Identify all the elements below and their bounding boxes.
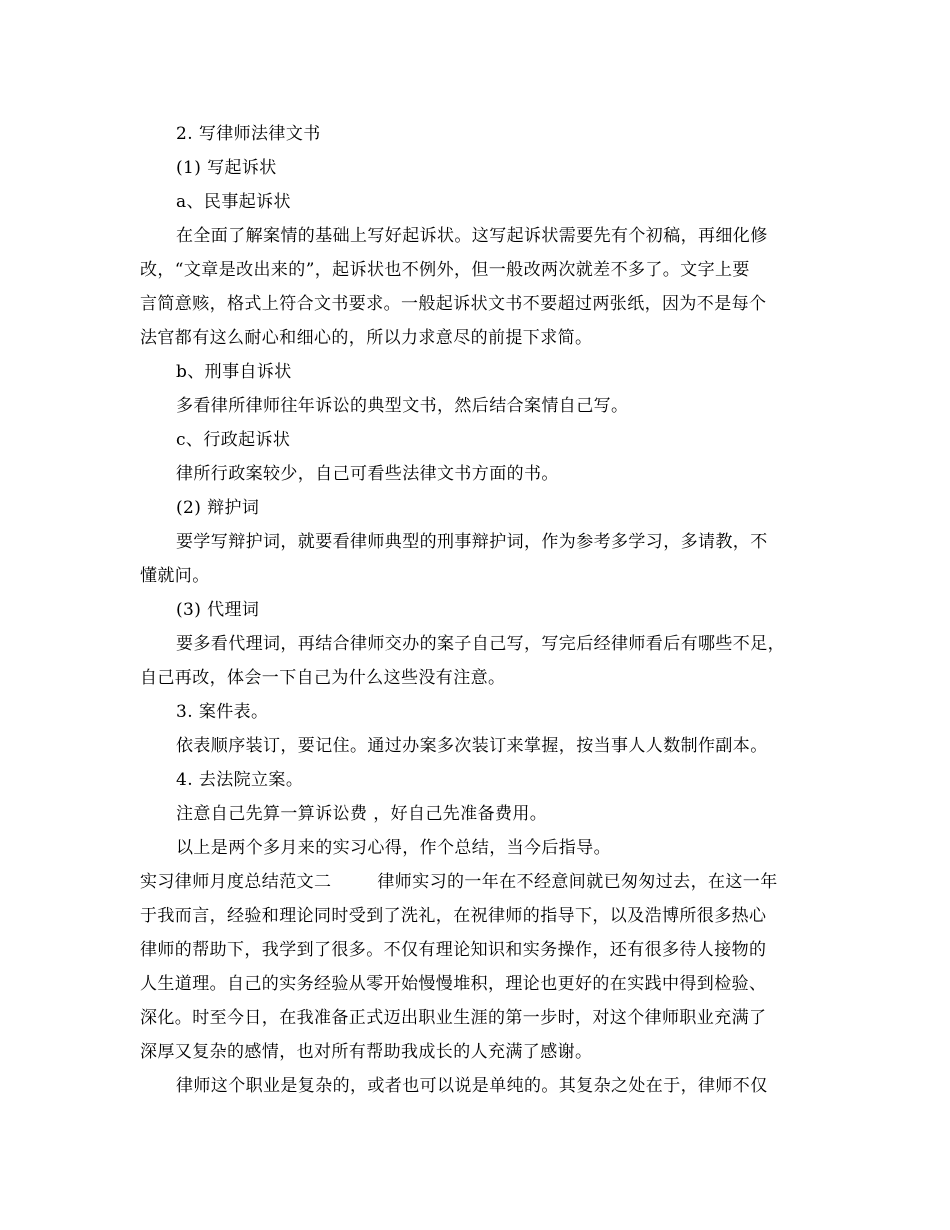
- text-line: 依表顺序装订，要记住。通过办案多次装订来掌握，按当事人人数制作副本。: [176, 736, 768, 756]
- text-line: 法官都有这么耐心和细心的，所以力求意尽的前提下求简。: [140, 328, 593, 348]
- text-line: 改，“文章是改出来的”，起诉状也不例外，但一般改两次就差不多了。文字上要: [140, 260, 750, 280]
- text-line: 3. 案件表。: [176, 702, 269, 722]
- section-title: 实习律师月度总结范文二: [140, 872, 332, 892]
- text-line: 要学写辩护词，就要看律师典型的刑事辩护词，作为参考多学习，多请教，不: [176, 532, 768, 552]
- text-line: 4. 去法院立案。: [176, 770, 304, 790]
- text-line: a、民事起诉状: [176, 192, 291, 212]
- text-line: b、刑事自诉状: [176, 362, 292, 382]
- section-heading-line: [140, 865, 830, 899]
- text-line: 自己再改，体会一下自己为什么这些没有注意。: [140, 668, 506, 688]
- text-line: c、行政起诉状: [176, 430, 291, 450]
- text-line: 人生道理。自己的实务经验从零开始慢慢堆积，理论也更好的在实践中得到检验、: [140, 974, 767, 994]
- text-line: 2. 写律师法律文书: [176, 124, 321, 144]
- text-line: 懂就问。: [140, 566, 210, 586]
- text-line: 律师这个职业是复杂的，或者也可以说是单纯的。其复杂之处在于，律师不仅: [176, 1076, 768, 1096]
- text-line: 在全面了解案情的基础上写好起诉状。这写起诉状需要先有个初稿，再细化修: [176, 226, 768, 246]
- text-line: 律师的帮助下，我学到了很多。不仅有理论知识和实务操作，还有很多待人接物的: [140, 940, 767, 960]
- text-line: 注意自己先算一算诉讼费 ，好自己先准备费用。: [176, 804, 548, 824]
- text-line: 以上是两个多月来的实习心得，作个总结，当今后指导。: [176, 838, 611, 858]
- text-line: 深化。时至今日，在我准备正式迈出职业生涯的第一步时，对这个律师职业充满了: [140, 1008, 767, 1028]
- section-first-line: 律师实习的一年在不经意间就已匆匆过去，在这一年: [377, 872, 778, 892]
- text-line: 多看律所律师往年诉讼的典型文书，然后结合案情自己写。: [176, 396, 629, 416]
- text-line: (2) 辩护词: [176, 498, 260, 518]
- text-line: 言简意赅，格式上符合文书要求。一般起诉状文书不要超过两张纸，因为不是每个: [140, 294, 767, 314]
- text-line: 律所行政案较少，自己可看些法律文书方面的书。: [176, 464, 559, 484]
- text-line: (1) 写起诉状: [176, 158, 277, 178]
- text-line: 深厚又复杂的感情，也对所有帮助我成长的人充满了感谢。: [140, 1042, 593, 1062]
- text-line: 要多看代理词，再结合律师交办的案子自己写，写完后经律师看后有哪些不足，: [176, 634, 785, 654]
- document-body: [140, 117, 830, 1103]
- text-line: 于我而言，经验和理论同时受到了洗礼，在祝律师的指导下，以及浩博所很多热心: [140, 906, 767, 926]
- text-line: (3) 代理词: [176, 600, 260, 620]
